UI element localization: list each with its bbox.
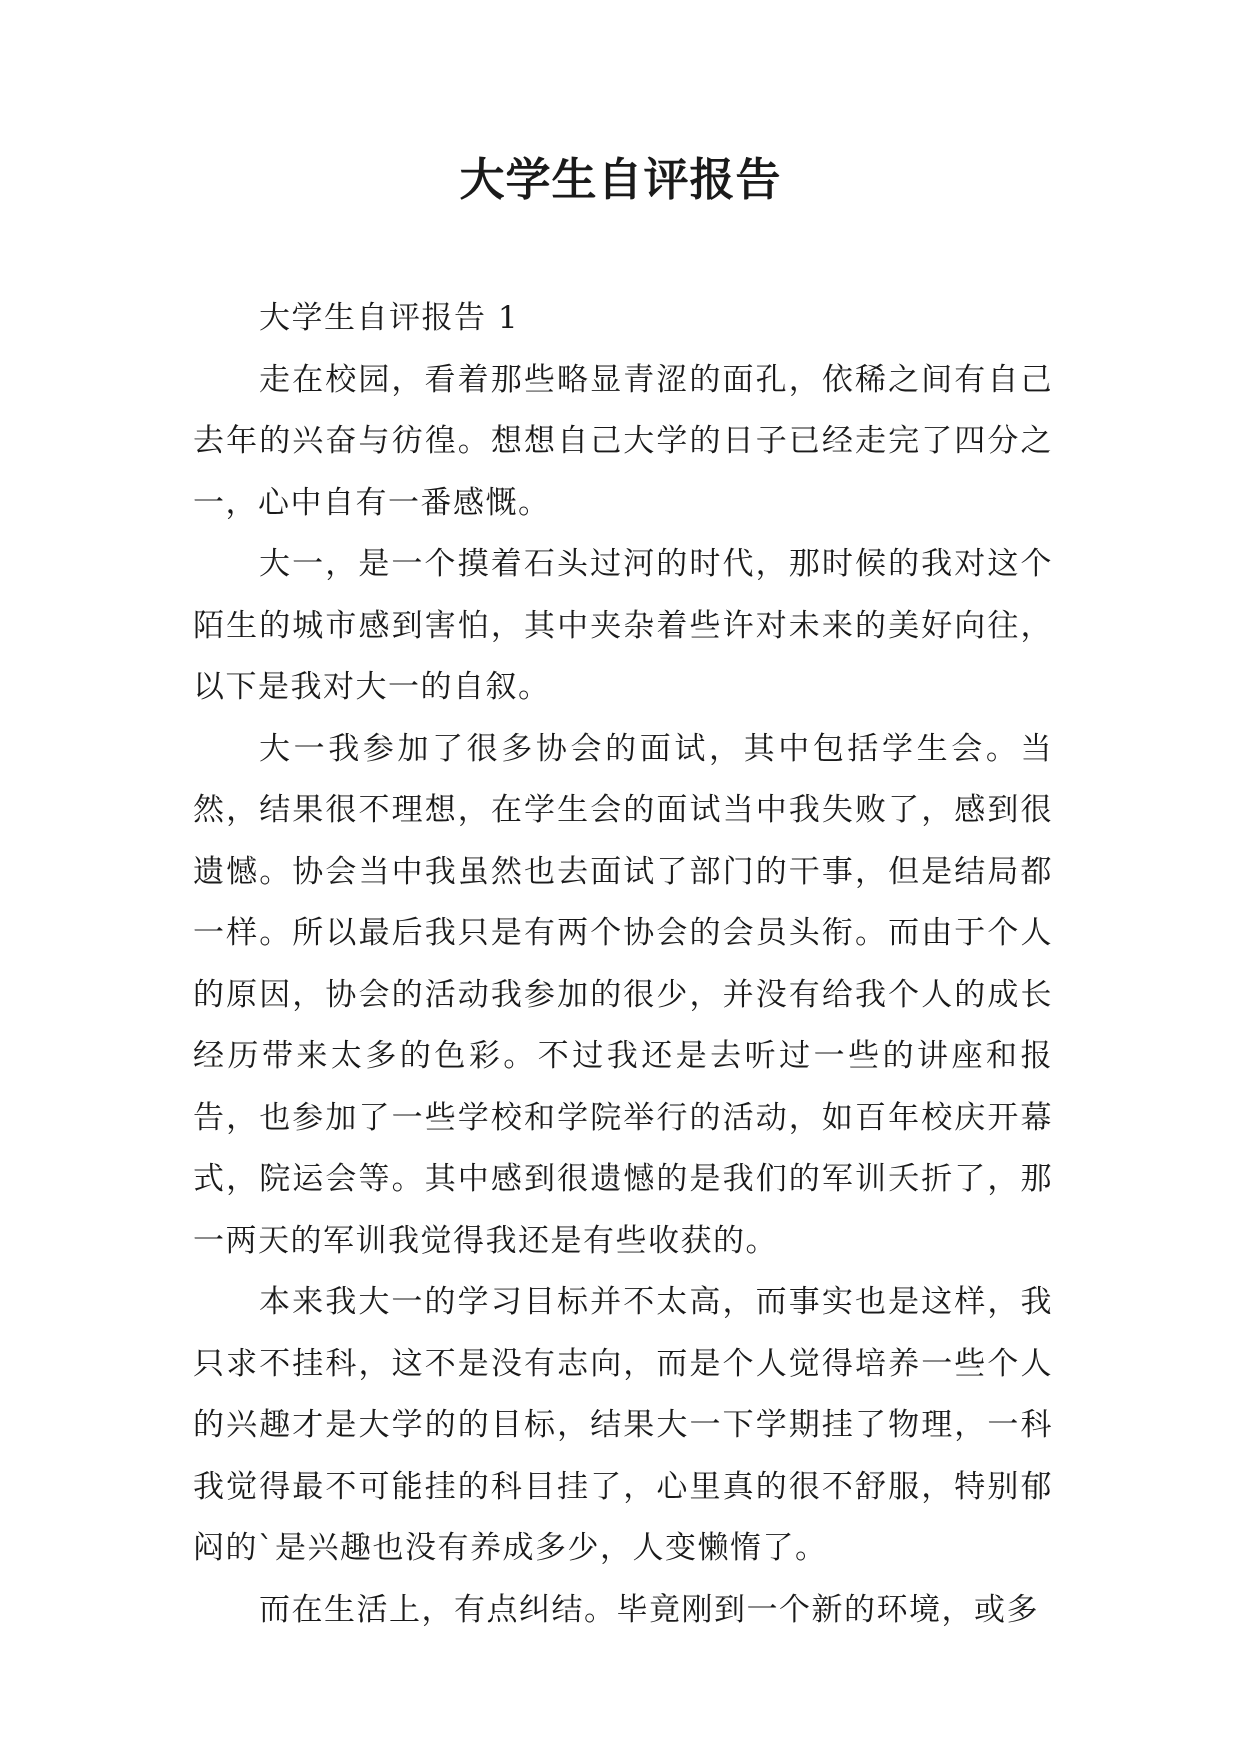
document-title: 大学生自评报告 (459, 153, 782, 206)
paragraph: 大一我参加了很多协会的面试，其中包括学生会。当然，结果很不理想，在学生会的面试当中我失败了，感到很遗憾。协会当中我虽然也去面试了部门的干事，但是结局都一样。所以最后我只是有两个协会的会员头衔。而由于个人的原因，协会的活动我参加的很少，并没有给我个人的成长经历带来太多的色彩。不过我还是去听过一些的讲座和报告，也参加了一些学校和学院举行的活动，如百年校庆开幕式，院运会等。其中感到很遗憾的是我们的军训夭折了，那一两天的军训我觉得我还是有些收获的。 (193, 730, 1053, 1259)
paragraph: 而在生活上，有点纠结。毕竟刚到一个新的环境，或多 (259, 1591, 1039, 1628)
paragraph: 大一，是一个摸着石头过河的时代，那时候的我对这个陌生的城市感到害怕，其中夹杂着些许对未来的美好向往，以下是我对大一的自叙。 (193, 546, 1053, 705)
section-heading: 大学生自评报告 1 (259, 300, 520, 336)
paragraph: 本来我大一的学习目标并不太高，而事实也是这样，我只求不挂科，这不是没有志向，而是个人觉得培养一些个人的兴趣才是大学的的目标，结果大一下学期挂了物理，一科我觉得最不可能挂的科目挂了，心里真的很不舒服，特别郁闷的`是兴趣也没有养成多少，人变懒惰了。 (193, 1284, 1053, 1566)
paragraph: 走在校园，看着那些略显青涩的面孔，依稀之间有自己去年的兴奋与彷徨。想想自己大学的日子已经走完了四分之一，心中自有一番感慨。 (193, 361, 1053, 521)
document-body (193, 288, 1053, 1641)
